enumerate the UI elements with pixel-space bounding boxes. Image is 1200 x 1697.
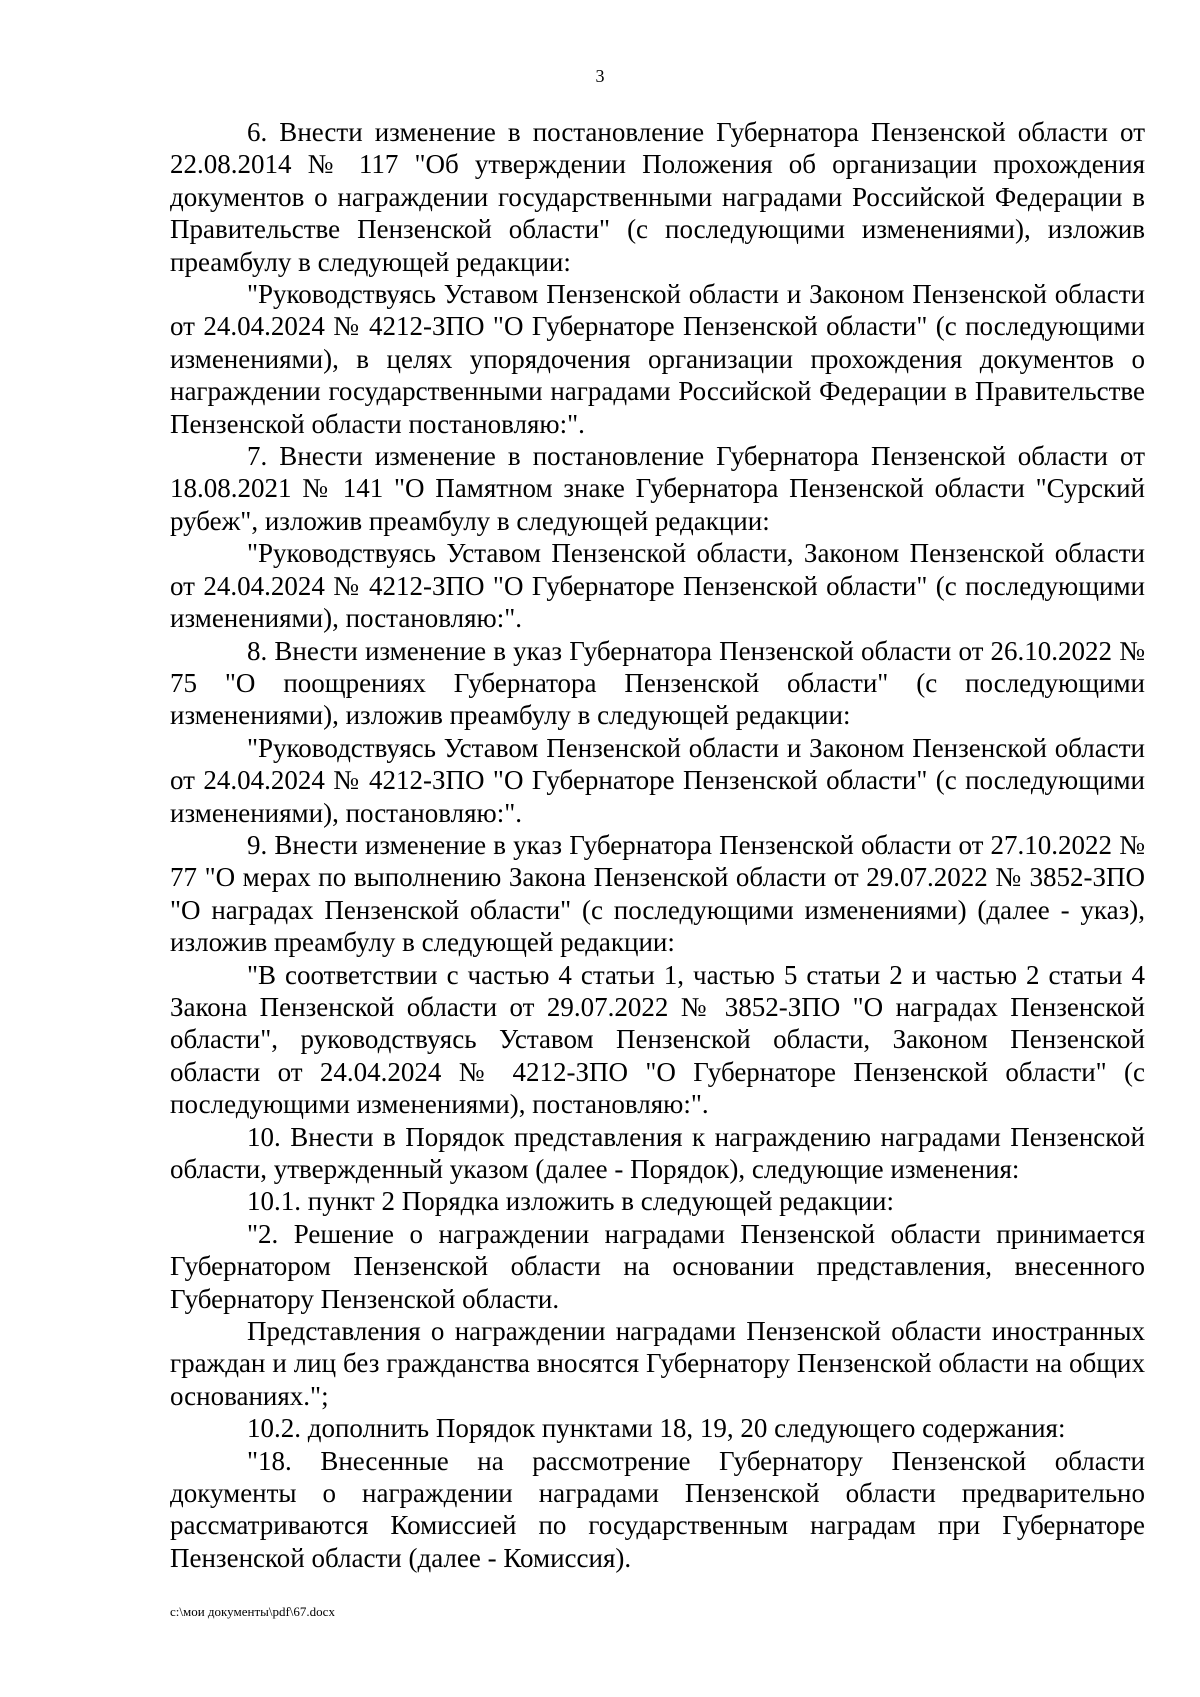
page-number: 3 — [595, 66, 605, 86]
paragraph-item-7: 7. Внести изменение в постановление Губернатора Пензенской области от 18.08.2021 № 141 "О Памятном знаке Губернатора Пензенской области "Сурский рубеж", изложив преамбулу в следующей редакции: — [170, 441, 1145, 536]
paragraph-item-10-2: 10.2. дополнить Порядок пунктами 18, 19, 20 следующего содержания: — [247, 1413, 1066, 1444]
paragraph-quote-6: "Руководствуясь Уставом Пензенской области и Законом Пензенской области от 24.04.2024 № 4212-ЗПО "О Губернаторе Пензенской области" (с последующими изменениями), в целях упорядочения организации прохождения документов о награждении государственными наградами Российской Федерации в Правительстве Пензенской области постановляю:". — [170, 279, 1145, 439]
paragraph-item-9: 9. Внести изменение в указ Губернатора Пензенской области от 27.10.2022 № 77 "О мерах по выполнению Закона Пензенской области от 29.07.2022 № 3852-ЗПО "О наградах Пензенской области" (с последующими изменениями) (далее - указ), изложив преамбулу в следующей редакции: — [170, 829, 1145, 958]
paragraph-item-10-1: 10.1. пункт 2 Порядка изложить в следующей редакции: — [247, 1186, 894, 1217]
footer-file-path: c:\мои документы\pdf\67.docx — [170, 1604, 335, 1619]
paragraph-quote-18: "18. Внесенные на рассмотрение Губернатору Пензенской области документы о награждении наградами Пензенской области предварительно рассматриваются Комиссией по государственным наградам при Губернаторе Пензенской области (далее - Комиссия). — [170, 1445, 1145, 1573]
document-body — [170, 116, 1145, 1574]
paragraph-quote-7: "Руководствуясь Уставом Пензенской области, Законом Пензенской области от 24.04.2024 № 4212-ЗПО "О Губернаторе Пензенской области" (с последующими изменениями), постановляю:". — [170, 538, 1145, 634]
paragraph-quote-8: "Руководствуясь Уставом Пензенской области и Законом Пензенской области от 24.04.2024 № 4212-ЗПО "О Губернаторе Пензенской области" (с последующими изменениями), постановляю:". — [170, 732, 1145, 828]
paragraph-item-10: 10. Внести в Порядок представления к награждению наградами Пензенской области, утвержденный указом (далее - Порядок), следующие изменения: — [170, 1121, 1145, 1184]
paragraph-quote-10-1-b: Представления о награждении наградами Пензенской области иностранных граждан и лиц без гражданства вносятся Губернатору Пензенской области на общих основаниях."; — [170, 1316, 1145, 1411]
paragraph-quote-10-1-a: "2. Решение о награждении наградами Пензенской области принимается Губернатором Пензенской области на основании представления, внесенного Губернатору Пензенской области. — [170, 1218, 1145, 1314]
paragraph-item-6: 6. Внести изменение в постановление Губернатора Пензенской области от 22.08.2014 № 117 "Об утверждении Положения об организации прохождения документов о награждении государственными наградами Российской Федерации в Правительстве Пензенской области" (с последующими изменениями), изложив преамбулу в следующей редакции: — [170, 117, 1145, 277]
paragraph-item-8: 8. Внести изменение в указ Губернатора Пензенской области от 26.10.2022 № 75 "О поощрениях Губернатора Пензенской области" (с последующими изменениями), изложив преамбулу в следующей редакции: — [170, 635, 1145, 731]
paragraph-quote-9: "В соответствии с частью 4 статьи 1, частью 5 статьи 2 и частью 2 статьи 4 Закона Пензенской области от 29.07.2022 № 3852-ЗПО "О наградах Пензенской области", руководствуясь Уставом Пензенской области, Законом Пензенской области от 24.04.2024 № 4212-ЗПО "О Губернаторе Пензенской области" (с последующими изменениями), постановляю:". — [170, 959, 1145, 1120]
